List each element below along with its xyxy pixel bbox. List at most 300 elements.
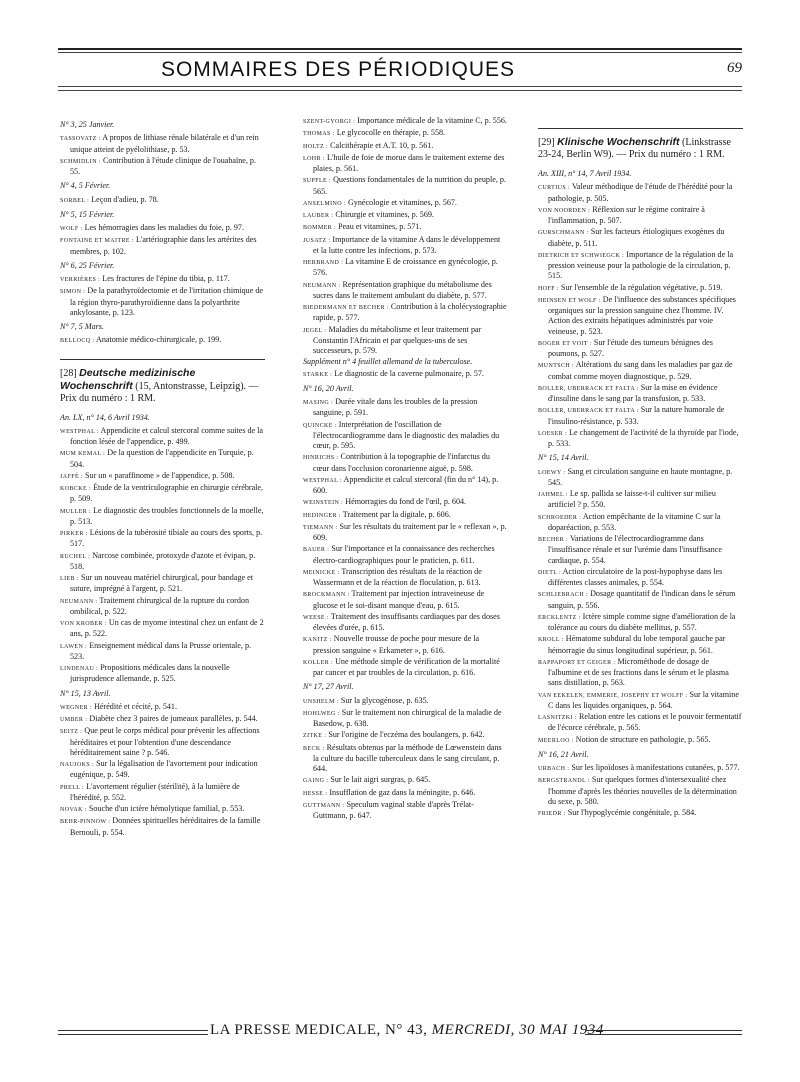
issue-heading: N° 16, 21 Avril. bbox=[538, 749, 589, 759]
article-entry bbox=[303, 743, 508, 775]
journal-details: (Linkstrasse 23-24, Berlin W9). — Prix du numéro : 1 RM. bbox=[538, 137, 731, 160]
article-entry bbox=[60, 471, 265, 482]
article-entry bbox=[303, 775, 508, 786]
article-author: NEUMANN : bbox=[303, 282, 341, 289]
article-author: VERRIÈRES : bbox=[60, 277, 101, 283]
article-entry bbox=[538, 227, 743, 249]
article-title: A propos de lithiase rénale bilatérale et d'un rein unique atteint de pyélolithiase, p. 53. bbox=[70, 133, 259, 154]
article-title: Données spirituelles héréditaires de la famille Bernouli, p. 554. bbox=[70, 816, 261, 837]
article-author: MEINICKE : bbox=[303, 569, 340, 576]
article-title: De la parathyroïdectomie et de l'irritation chimique de la région thyro-parathyroïdienne dans la polyarthrite ankylosante, p. 123. bbox=[70, 286, 263, 317]
article-title: Représentation graphique du métabolisme des sucres dans le traitement ambulant du diabète, p. 577. bbox=[313, 279, 492, 300]
issue-heading: An. XIII, n° 14, 7 Avril 1934. bbox=[538, 169, 632, 178]
article-author: MEERLOO : bbox=[538, 737, 574, 744]
issue-heading: N° 4, 5 Février. bbox=[60, 181, 111, 191]
article-title: Sur la vitamine C dans les liquides organiques, p. 564. bbox=[548, 689, 739, 710]
article-entry bbox=[538, 657, 743, 689]
article-entry bbox=[303, 696, 508, 707]
article-title: Le diagnostic de la caverne pulmonaire, p. 57. bbox=[334, 368, 484, 378]
footer-rule-right bbox=[585, 1030, 742, 1031]
article-author: HINRICHS : bbox=[303, 455, 339, 462]
article-title: Enseignement médical dans la Prusse orientale, p. 523. bbox=[70, 640, 252, 661]
article-author: THOMAS : bbox=[303, 131, 335, 138]
article-entry bbox=[60, 816, 265, 838]
page-number: 69 bbox=[727, 60, 742, 76]
article-entry bbox=[60, 133, 265, 155]
article-entry bbox=[303, 475, 508, 497]
article-entry bbox=[60, 551, 265, 573]
article-entry bbox=[60, 596, 265, 618]
article-author: FRIEDR : bbox=[538, 811, 566, 817]
issue-heading: N° 7, 5 Mars. bbox=[60, 322, 104, 331]
article-entry bbox=[60, 274, 265, 285]
article-title: Valeur méthodique de l'étude de l'hérédité pour la pathologie, p. 505. bbox=[548, 182, 733, 203]
article-author: SCHMIDLIN : bbox=[60, 158, 101, 165]
article-author: SORBEL : bbox=[60, 197, 90, 204]
article-title: Sur la glycogénose, p. 635. bbox=[340, 695, 429, 705]
article-title: Altérations du sang dans les maladies par gaz de combat comme moyen diagnostique, p. 529. bbox=[548, 360, 733, 381]
article-title: Réflexion sur le régime contraire à l'inflammation, p. 507. bbox=[548, 204, 705, 225]
header-rule-bottom bbox=[58, 86, 742, 87]
article-author: BIEDERMANN ET BECHER : bbox=[303, 305, 389, 311]
article-author: GURSCHMANN : bbox=[538, 230, 589, 237]
article-title: Anatomie médico-chirurgicale, p. 199. bbox=[96, 335, 222, 345]
article-entry bbox=[538, 512, 743, 534]
article-author: RUCHEL : bbox=[60, 553, 91, 560]
article-entry bbox=[538, 763, 743, 774]
article-title: Sur la légalisation de l'avortement pour indication eugénique, p. 549. bbox=[70, 759, 258, 780]
article-entry bbox=[60, 573, 265, 595]
article-author: HOHLWEG : bbox=[303, 710, 340, 717]
article-entry bbox=[538, 295, 743, 337]
article-title: Microméthode de dosage de l'albumine et de ses fractions dans le sérum et le plasma sans distillation, p. 563. bbox=[548, 656, 729, 688]
article-entry bbox=[538, 634, 743, 656]
article-entry bbox=[538, 612, 743, 634]
article-author: LOHR : bbox=[303, 155, 325, 162]
article-title: Chirurgie et vitamines, p. 569. bbox=[335, 210, 434, 219]
article-title: Sang et circulation sanguine en haute montagne, p. 545. bbox=[548, 466, 733, 487]
article-title: Une méthode simple de vérification de la mortalité par cancer et par troubles de la circulation, p. 616. bbox=[313, 656, 500, 677]
article-author: DIETL : bbox=[538, 569, 562, 576]
article-title: Que peut le corps médical pour prévenir les affections héréditaires et pour l'obtention d'une descendance héréditairement saine ? p. 546. bbox=[70, 726, 260, 757]
article-entry bbox=[303, 708, 508, 730]
article-author: BECK : bbox=[303, 745, 325, 752]
article-entry bbox=[303, 116, 508, 127]
article-author: JEGEL : bbox=[303, 327, 327, 334]
article-entry bbox=[538, 360, 743, 382]
article-title: Contribution à l'étude clinique de l'ouabaïne, p. 55. bbox=[70, 155, 256, 176]
article-author: HERBRAND : bbox=[303, 260, 344, 266]
article-entry bbox=[303, 175, 508, 197]
article-entry bbox=[538, 405, 743, 427]
article-title: Nouvelle trousse de poche pour mesure de la pression sanguine « Erkameter », p. 616. bbox=[313, 634, 480, 655]
article-title: Insufflation de gaz dans la méningite, p. 646. bbox=[329, 787, 476, 797]
article-author: QUINCKE : bbox=[303, 422, 337, 429]
article-title: Les fractures de l'épine du tibia, p. 117. bbox=[102, 274, 230, 283]
article-title: Le sp. pallida se laisse-t-il cultiver sur milieu artificiel ? p. 550. bbox=[548, 489, 716, 510]
article-entry bbox=[60, 702, 265, 713]
article-title: Importance médicale de la vitamine C, p. 556. bbox=[357, 116, 507, 125]
article-entry bbox=[60, 426, 265, 448]
article-title: Sur les résultats du traitement par le « reflexan », p. 609. bbox=[313, 521, 507, 542]
article-title: Souche d'un ictère hémolytique familial, p. 553. bbox=[88, 804, 245, 813]
article-author: UMBER : bbox=[60, 717, 88, 723]
article-author: WEGNER : bbox=[60, 704, 93, 711]
article-author: RAPPAPORT ET GEIGER : bbox=[538, 659, 616, 666]
article-entry bbox=[303, 128, 508, 139]
article-author: VON NOORDEN : bbox=[538, 207, 591, 214]
article-title: Sur l'ensemble de la régulation végétative, p. 519. bbox=[560, 282, 723, 292]
article-title: Sur l'étude des tumeurs bénignes des poumons, p. 527. bbox=[548, 337, 713, 358]
journal-separator bbox=[538, 128, 743, 129]
supplement-heading: Supplément n° 4 feuillet allemand de la tuberculose. bbox=[303, 357, 473, 367]
article-entry bbox=[538, 428, 743, 450]
article-entry bbox=[303, 302, 508, 324]
article-title: Traitement des insuffisants cardiaques par des doses élevées d'urée, p. 615. bbox=[313, 611, 500, 632]
article-entry bbox=[60, 506, 265, 528]
article-entry bbox=[538, 712, 743, 734]
article-entry bbox=[60, 618, 265, 640]
article-entry bbox=[303, 420, 508, 452]
article-title: L'artériographie dans les artérites des membres, p. 102. bbox=[70, 235, 257, 256]
article-title: L'avortement régulier (stérilité), à la lumière de l'hérédité, p. 552. bbox=[70, 781, 240, 802]
article-title: Durée vitale dans les troubles de la pression sanguine, p. 591. bbox=[313, 397, 478, 418]
article-author: HESSE : bbox=[303, 790, 328, 797]
article-author: BOLLER, UBERRACK ET FALTA : bbox=[538, 385, 639, 392]
article-entry bbox=[538, 775, 743, 807]
footer-day: MERCREDI, bbox=[431, 1022, 515, 1038]
article-title: Sur l'importance et la connaissance des recherches électro-cardiographiques pour le praticien, p. 611. bbox=[313, 544, 495, 565]
article-title: Ictère simple comme signe d'amélioration de la tolérance au cours du diabète mellitus, p. 557. bbox=[548, 611, 736, 632]
article-title: Appendicite et calcul stercoral comme suites de la fonction lésée de l'appendice, p. 499. bbox=[70, 425, 264, 446]
page-footer bbox=[210, 1022, 604, 1039]
article-title: Sur les lipoïdoses à manifestations cutanées, p. 577. bbox=[571, 763, 740, 772]
article-entry bbox=[60, 156, 265, 178]
article-entry bbox=[303, 257, 508, 279]
header-rule-bottom-thin bbox=[58, 90, 742, 91]
article-title: Les hémorragies dans les maladies du foie, p. 97. bbox=[84, 223, 244, 232]
article-author: PIRKER : bbox=[60, 531, 88, 537]
issue-heading: N° 6, 25 Février. bbox=[60, 260, 115, 270]
article-entry bbox=[60, 663, 265, 685]
article-title: De la question de l'appendicite en Turquie, p. 504. bbox=[70, 448, 254, 469]
article-entry bbox=[60, 195, 265, 206]
article-title: Speculum vaginal stable d'après Trélat-Guttmann, p. 647. bbox=[313, 799, 474, 820]
article-entry bbox=[538, 534, 743, 566]
article-title: Peau et vitamines, p. 571. bbox=[338, 222, 422, 232]
article-author: CURTIUS : bbox=[538, 185, 571, 192]
article-entry bbox=[303, 730, 508, 741]
article-title: Maladies du métabolisme et leur traitement par Constantin l'Africain et par quelques-uns de ses successeurs, p. 579. bbox=[313, 324, 482, 355]
article-author: VAN EEKELEN, EMMERIE, JOSEPHY ET WOLFF : bbox=[538, 692, 688, 699]
article-author: ANSELMINO : bbox=[303, 200, 346, 207]
article-entry bbox=[303, 634, 508, 656]
journal-title: Klinische Wochenschrift bbox=[557, 136, 680, 148]
article-author: LOESER : bbox=[538, 430, 568, 437]
page-title: SOMMAIRES DES PÉRIODIQUES bbox=[160, 58, 516, 81]
article-entry bbox=[303, 369, 508, 380]
article-author: LINDENAU : bbox=[60, 666, 99, 672]
article-author: PRELL : bbox=[60, 784, 85, 791]
article-author: TIEMANN : bbox=[303, 524, 338, 531]
footer-rule-left bbox=[58, 1030, 208, 1031]
article-entry bbox=[303, 210, 508, 221]
article-entry bbox=[303, 153, 508, 175]
article-title: La vitamine E de croissance en gynécologie, p. 576. bbox=[313, 257, 498, 278]
article-entry bbox=[60, 223, 265, 234]
article-author: MUM KEMAL : bbox=[60, 451, 106, 458]
article-author: BECHER : bbox=[538, 537, 569, 543]
article-entry bbox=[60, 235, 265, 257]
article-title: Variations de l'électrocardiogramme dans l'insuffisance rénale et sur l'urémie dans l'insuffisance cardiaque, p. 554. bbox=[548, 534, 722, 565]
article-author: JUSATZ : bbox=[303, 237, 331, 244]
article-title: Résultats obtenus par la méthode de Lœwenstein dans la culture du bacille tuberculeux dans le sang circulant, p. 644. bbox=[313, 742, 502, 773]
article-entry bbox=[303, 497, 508, 508]
article-entry bbox=[538, 690, 743, 712]
article-entry bbox=[303, 544, 508, 566]
article-title: Sur les facteurs étiologiques exogènes du diabète, p. 511. bbox=[548, 227, 725, 248]
article-author: SCHROEDER : bbox=[538, 514, 582, 521]
article-entry bbox=[60, 483, 265, 505]
article-entry bbox=[303, 222, 508, 233]
article-title: Propositions médicales dans la nouvelle jurisprudence allemande, p. 525. bbox=[70, 663, 230, 684]
article-author: KROLL : bbox=[538, 637, 564, 644]
article-author: KOBCKE : bbox=[60, 486, 92, 492]
article-title: Traitement par la digitale, p. 606. bbox=[342, 509, 451, 519]
article-entry bbox=[303, 612, 508, 634]
article-author: GAING : bbox=[303, 778, 329, 785]
article-author: LAUBER : bbox=[303, 213, 334, 219]
article-entry bbox=[60, 804, 265, 815]
article-title: Hémorragies du fond de l'œil, p. 604. bbox=[345, 497, 467, 507]
article-title: Lésions de la tubérosité tibiale au cours des sports, p. 517. bbox=[70, 528, 263, 549]
article-entry bbox=[303, 589, 508, 611]
article-title: Transcription des résultats de la réaction de Wassermann et de la réaction de floculation, p. 613. bbox=[313, 566, 482, 587]
journal-heading bbox=[538, 136, 743, 161]
article-author: JAHMEL : bbox=[538, 492, 568, 498]
article-author: WEESE : bbox=[303, 614, 329, 621]
article-entry bbox=[538, 205, 743, 227]
header-rule-top-thin bbox=[58, 52, 742, 53]
article-title: Questions fondamentales de la nutrition du peuple, p. 565. bbox=[313, 175, 506, 196]
article-author: BROCKMANN : bbox=[303, 592, 350, 599]
article-entry bbox=[538, 467, 743, 489]
article-author: NEUMANN : bbox=[60, 598, 98, 605]
article-title: Appendicite et calcul stercoral (fin du n° 14), p. 600. bbox=[313, 474, 499, 495]
article-author: HEDINGER : bbox=[303, 512, 341, 519]
article-entry bbox=[303, 800, 508, 822]
column-right bbox=[538, 116, 743, 820]
article-author: LASNITZKI : bbox=[538, 715, 577, 721]
journal-number: [28] bbox=[60, 367, 77, 379]
column-left bbox=[60, 116, 265, 839]
article-author: SZENT-GYORGI : bbox=[303, 119, 356, 125]
article-author: MASING : bbox=[303, 400, 334, 406]
article-author: BAUER : bbox=[303, 547, 330, 554]
article-author: MUNTSCH : bbox=[538, 363, 575, 370]
article-entry bbox=[538, 383, 743, 405]
article-title: Hématome subdural du lobe temporal gauche par hémorragie du sinus longitudinal supérieur, p. 561. bbox=[548, 634, 726, 655]
article-entry bbox=[60, 286, 265, 318]
article-author: NOVAK : bbox=[60, 807, 87, 813]
issue-heading: N° 15, 13 Avril. bbox=[60, 688, 111, 698]
article-title: Diabète chez 3 paires de jumeaux parallèles, p. 544. bbox=[89, 714, 258, 723]
article-title: Gynécologie et vitamines, p. 567. bbox=[347, 197, 457, 207]
article-author: BELLOCQ : bbox=[60, 338, 95, 345]
article-author: SUPFLE : bbox=[303, 178, 332, 185]
article-entry bbox=[60, 528, 265, 550]
article-entry bbox=[303, 141, 508, 152]
article-author: WOLF : bbox=[60, 226, 83, 232]
article-author: SCHLIEBRACH : bbox=[538, 592, 589, 599]
article-title: Importance de la régulation de la pression veineuse pour la pathologie de la circulation, p. 515. bbox=[548, 249, 734, 281]
article-author: WEINSTEIN : bbox=[303, 500, 344, 507]
article-entry bbox=[60, 641, 265, 663]
article-title: Leçon d'adieu, p. 78. bbox=[91, 194, 159, 204]
article-entry bbox=[303, 198, 508, 209]
article-title: Sur la nature humorale de l'insulino-résistance, p. 533. bbox=[548, 405, 725, 426]
article-author: LOEWY : bbox=[538, 469, 566, 476]
article-title: Le glycocolle en thérapie, p. 558. bbox=[336, 128, 446, 138]
article-entry bbox=[303, 325, 508, 357]
article-title: L'huile de foie de morue dans le traitement externe des plaies, p. 561. bbox=[313, 152, 505, 173]
article-author: WESTPHAL : bbox=[60, 428, 99, 435]
article-entry bbox=[303, 235, 508, 257]
article-author: HOFF : bbox=[538, 285, 559, 292]
article-title: Contribution à la cholécystographie rapide, p. 577. bbox=[313, 302, 507, 323]
article-title: Sur quelques formes d'intersexualité chez l'homme d'après les théories nouvelles de la détermination du sexe, p. 580. bbox=[548, 775, 737, 806]
article-author: KANITZ : bbox=[303, 637, 332, 644]
article-entry bbox=[303, 452, 508, 474]
article-author: KOLLER : bbox=[303, 659, 334, 666]
article-entry bbox=[303, 657, 508, 679]
article-author: JAFFÉ : bbox=[60, 473, 83, 480]
article-author: TASSOVATZ : bbox=[60, 136, 101, 143]
article-entry bbox=[303, 788, 508, 799]
article-author: WESTPHAL : bbox=[303, 477, 342, 484]
article-title: De l'influence des substances spécifiques organiques sur la pression sanguine chez l'homme. IV. Action des extraits hépatiques administrés par voie veineuse, p. 523. bbox=[548, 294, 736, 336]
journal-separator bbox=[60, 359, 265, 360]
footer-date: 30 MAI 1934 bbox=[519, 1022, 604, 1038]
footer-journal: LA PRESSE MEDICALE, N° 43, bbox=[210, 1022, 428, 1038]
article-author: ZITKE : bbox=[303, 733, 327, 740]
article-author: BERGSTRANDL : bbox=[538, 778, 590, 785]
article-entry bbox=[60, 782, 265, 804]
article-title: Sur la mise en évidence d'insuline dans le sang par la transfusion, p. 533. bbox=[548, 382, 718, 403]
article-author: HOLTZ : bbox=[303, 143, 329, 150]
issue-heading: N° 3, 25 Janvier. bbox=[60, 120, 115, 129]
article-entry bbox=[60, 759, 265, 781]
article-title: Le changement de l'activité de la thyroïde par l'iode, p. 533. bbox=[548, 427, 739, 448]
article-title: Le diagnostic des troubles fonctionnels de la moelle, p. 513. bbox=[70, 505, 264, 526]
column-middle bbox=[303, 116, 508, 822]
issue-heading: An. LX, n° 14, 6 Avril 1934. bbox=[60, 412, 150, 422]
article-author: LIEB : bbox=[60, 576, 79, 582]
article-author: HEINSEN ET WOLF : bbox=[538, 297, 601, 304]
issue-heading: N° 5, 15 Février. bbox=[60, 209, 115, 219]
article-title: Étude de la ventriculographie en chirurgie cérébrale, p. 509. bbox=[70, 483, 264, 504]
article-entry bbox=[303, 567, 508, 589]
article-author: NAUJOKS : bbox=[60, 762, 95, 768]
article-title: Narcose combinée, protoxyde d'azote et évipan, p. 518. bbox=[70, 550, 256, 571]
article-entry bbox=[303, 397, 508, 419]
article-title: Un cas de myome intestinal chez un enfant de 2 ans, p. 522. bbox=[70, 618, 264, 639]
article-title: Sur un « paraffinome » de l'appendice, p. 508. bbox=[85, 470, 235, 480]
article-entry bbox=[538, 808, 743, 819]
article-title: Notion de structure en pathologie, p. 565. bbox=[575, 734, 711, 744]
article-author: SIMON : bbox=[60, 289, 86, 296]
footer-rule-right-2 bbox=[585, 1034, 742, 1035]
article-author: GUTTMANN : bbox=[303, 802, 345, 809]
article-title: Calcithérapie et A.T. 10, p. 561. bbox=[330, 140, 434, 150]
article-entry bbox=[60, 726, 265, 758]
article-entry bbox=[538, 250, 743, 282]
article-author: ERCKLENTZ : bbox=[538, 614, 581, 621]
article-entry bbox=[538, 182, 743, 204]
article-title: Sur un nouveau matériel chirurgical, pour bandage et suture, imprégné à l'argent, p. 521. bbox=[70, 573, 253, 594]
article-author: MULLER : bbox=[60, 508, 92, 515]
article-title: Action circulatoire de la post-hypophyse dans les différentes classes animales, p. 554. bbox=[548, 566, 723, 587]
article-author: BOGER ET VOIT : bbox=[538, 340, 592, 347]
article-author: URBACH : bbox=[538, 766, 570, 772]
journal-details: (15, Antonstrasse, Leipzig). — Prix du numéro : 1 RM. bbox=[60, 380, 259, 404]
article-title: Sur l'origine de l'eczéma des boulangers, p. 642. bbox=[328, 730, 485, 740]
article-title: Traitement chirurgical de la rupture du cordon ombilical, p. 522. bbox=[70, 595, 250, 616]
article-entry bbox=[538, 567, 743, 589]
article-entry bbox=[538, 735, 743, 746]
article-entry bbox=[538, 589, 743, 611]
article-entry bbox=[538, 283, 743, 294]
article-author: BOLLER, UBERRACK ET FALTA : bbox=[538, 408, 639, 415]
article-author: BOMMER : bbox=[303, 225, 337, 232]
journal-number: [29] bbox=[538, 137, 555, 148]
article-title: Hérédité et cécité, p. 541. bbox=[94, 701, 177, 711]
article-title: Importance de la vitamine A dans le développement et la lutte contre les infections, p. 573. bbox=[313, 234, 501, 255]
article-author: SEITZ : bbox=[60, 729, 83, 736]
article-title: Action empêchante de la vitamine C sur la doparéaction, p. 553. bbox=[548, 511, 721, 532]
article-title: Dosage quantitatif de l'indican dans le sérum sanguin, p. 556. bbox=[548, 589, 736, 610]
article-entry bbox=[60, 714, 265, 725]
article-title: Sur l'hypoglycémie congénitale, p. 584. bbox=[567, 808, 697, 817]
article-title: Sur le traitement non chirurgical de la maladie de Basedow, p. 638. bbox=[313, 707, 502, 728]
article-title: Traitement par injection intraveineuse de glucose et le soi-disant manque d'eau, p. 615. bbox=[313, 589, 485, 610]
issue-heading: N° 16, 20 Avril. bbox=[303, 383, 354, 393]
article-title: Interprétation de l'oscillation de l'électrocardiogramme dans le diagnostic des maladies du cœur, p. 595. bbox=[313, 419, 500, 450]
article-entry bbox=[303, 522, 508, 544]
header-rule-top bbox=[58, 48, 742, 50]
article-title: Relation entre les cations et le pouvoir fermentatif de l'écorce cérébrale, p. 565. bbox=[548, 712, 742, 733]
article-entry bbox=[303, 510, 508, 521]
issue-heading: N° 17, 27 Avril. bbox=[303, 682, 354, 692]
article-entry bbox=[60, 448, 265, 470]
article-author: STARKE : bbox=[303, 371, 333, 378]
article-author: DIETRICH ET SCHWIEGCK : bbox=[538, 252, 625, 259]
article-title: Contribution à la topographie de l'infarctus du cœur dans l'occlusion coronarienne aiguë, p. 598. bbox=[313, 452, 490, 473]
article-author: LAWEN : bbox=[60, 643, 88, 650]
article-entry bbox=[60, 335, 265, 346]
article-author: VON KROBER : bbox=[60, 621, 107, 627]
journal-heading bbox=[60, 367, 265, 405]
article-author: FONTAINE ET MAITRE : bbox=[60, 238, 134, 245]
issue-heading: N° 15, 14 Avril. bbox=[538, 453, 589, 463]
article-entry bbox=[538, 489, 743, 511]
article-author: UNSHELM : bbox=[303, 698, 339, 705]
article-entry bbox=[303, 280, 508, 302]
journal-title: Deutsche medizinische Wochenschrift bbox=[60, 366, 196, 392]
footer-rule-left-2 bbox=[58, 1034, 208, 1035]
article-entry bbox=[538, 338, 743, 360]
article-author: BEHR-PINNOW : bbox=[60, 819, 111, 826]
